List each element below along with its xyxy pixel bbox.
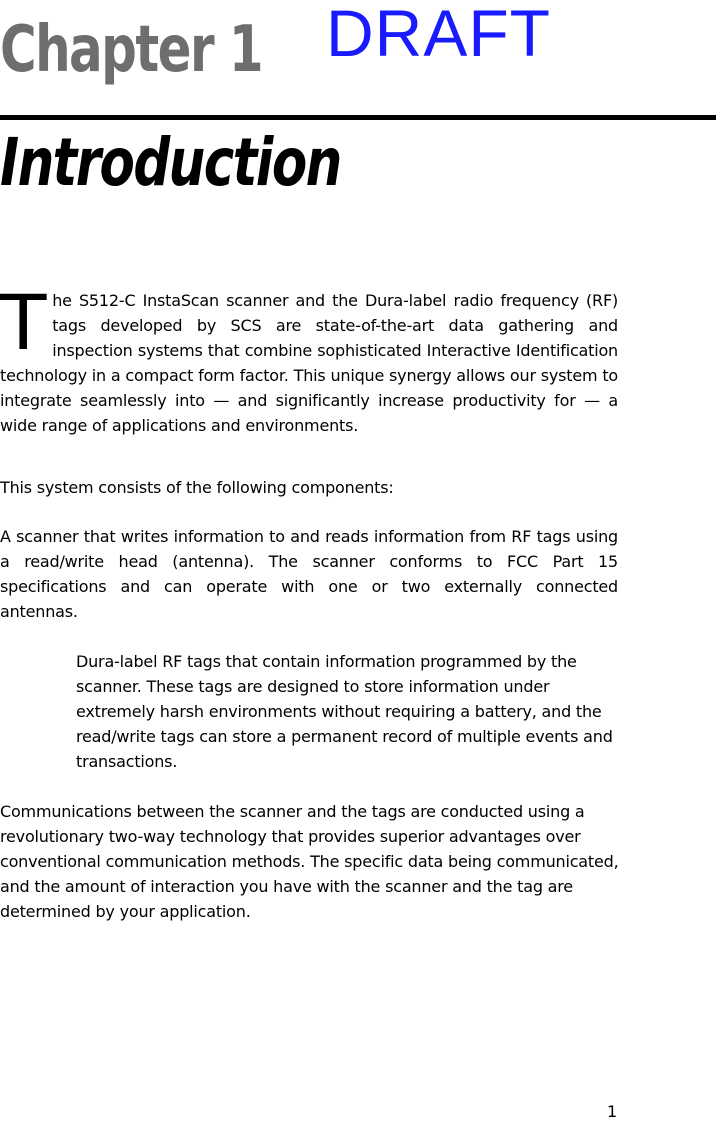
intro-paragraph-text: he S512-C InstaScan scanner and the Dura-label radio frequency (RF) tags developed by SCS are state-of-the-art data gathering and inspection systems that combine sophisticated Interactive Identification technology in a compact form factor. This unique synergy allows our system to integrate seamlessly into — and significantly increase productivity for — a wide range of applications and environments. [0,291,618,435]
communications-paragraph: Communications between the scanner and the tags are conducted using a revolutionary two-way technology that provides superior advantages over conventional communication methods. The specific data being communicated, and the amount of interaction you have with the scanner and the tag are determined by your application. [0,802,619,921]
draft-watermark: DRAFT [326,0,551,70]
components-intro-paragraph: This system consists of the following components: [0,478,394,497]
drop-cap: T [0,278,47,367]
chapter-title: Introduction [0,124,341,201]
page-number: 1 [607,1102,618,1121]
chapter-label: Chapter 1 [0,13,263,87]
tags-paragraph: Dura-label RF tags that contain information programmed by the scanner. These tags are designed to store information under extremely harsh environments without requiring a battery, and the read/write tags can store a permanent record of multiple events and transactions. [76,652,613,771]
intro-paragraph [0,278,618,438]
scanner-paragraph: A scanner that writes information to and reads information from RF tags using a read/write head (antenna). The scanner conforms to FCC Part 15 specifications and can operate with one or two externally connected antennas. [0,527,618,621]
chapter-divider [0,115,716,120]
